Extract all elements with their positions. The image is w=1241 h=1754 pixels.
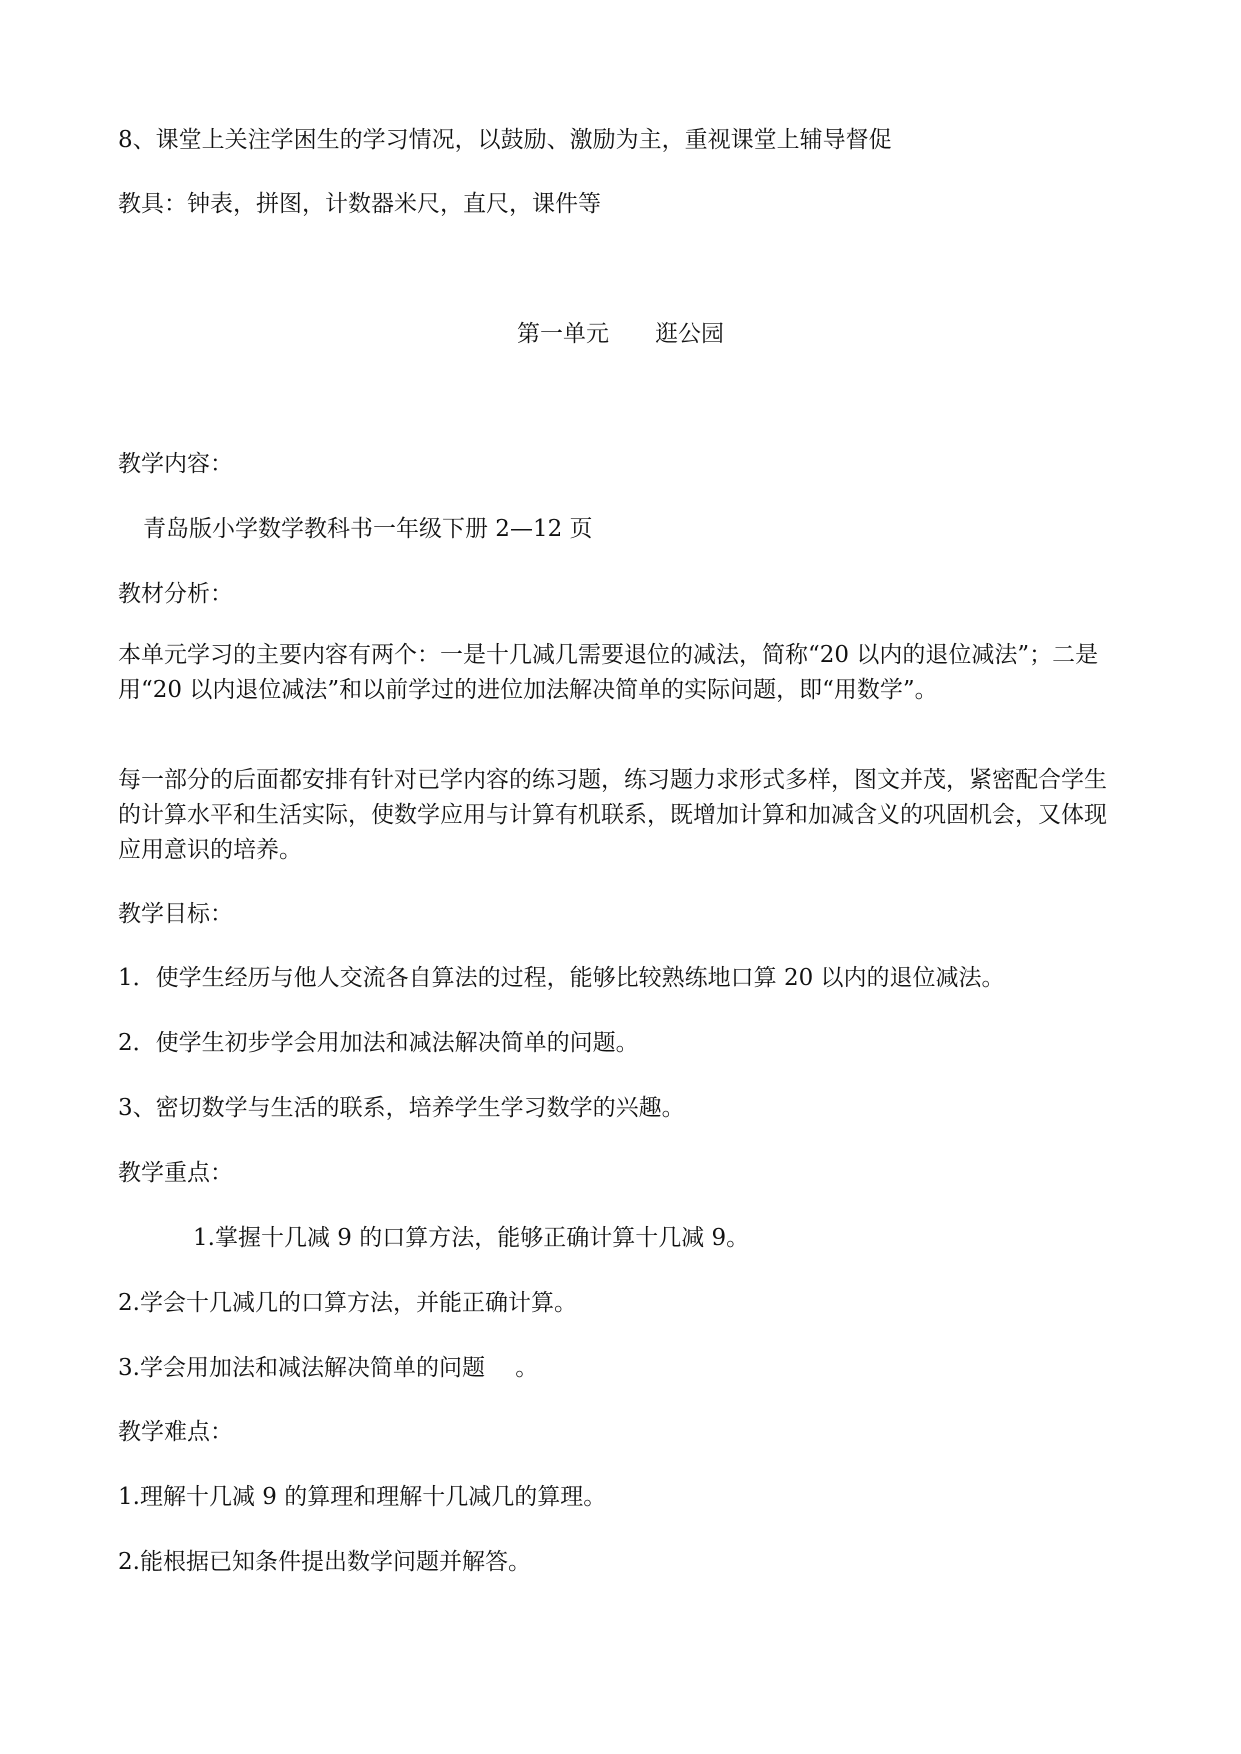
list-item: 3.学会用加法和减法解决简单的问题 。 <box>118 1355 539 1381</box>
paragraph: 每一部分的后面都安排有针对已学内容的练习题，练习题力求形式多样，图文并茂，紧密配合学生的计算水平和生活实际，使数学应用与计算有机联系，既增加计算和加减含义的巩固机会，又体现应用意识的培养。 <box>118 767 1107 863</box>
paragraph: 本单元学习的主要内容有两个：一是十几减几需要退位的减法，简称“20 以内的退位减法”；二是用“20 以内退位减法”和以前学过的进位加法解决简单的实际问题，即“用数学”。 <box>118 642 1099 703</box>
section-heading: 教学内容： <box>118 451 233 477</box>
list-item: 1．使学生经历与他人交流各自算法的过程，能够比较熟练地口算 20 以内的退位减法。 <box>118 965 1005 991</box>
list-item: 3、密切数学与生活的联系，培养学生学习数学的兴趣。 <box>118 1095 685 1121</box>
section-heading: 教材分析： <box>118 581 233 607</box>
list-item: 1.掌握十几减 9 的口算方法，能够正确计算十几减 9。 <box>193 1225 750 1251</box>
unit-title: 第一单元 逛公园 <box>517 321 724 347</box>
text-line: 教具：钟表，拼图，计数器米尺，直尺，课件等 <box>118 191 601 217</box>
section-heading: 教学重点： <box>118 1160 233 1186</box>
text-line: 8、课堂上关注学困生的学习情况，以鼓励、激励为主，重视课堂上辅导督促 <box>118 127 892 153</box>
list-item: 2.能根据已知条件提出数学问题并解答。 <box>118 1549 531 1575</box>
text-line: 青岛版小学数学教科书一年级下册 2—12 页 <box>143 516 593 542</box>
list-item: 1.理解十几减 9 的算理和理解十几减几的算理。 <box>118 1484 607 1510</box>
list-item: 2.学会十几减几的口算方法，并能正确计算。 <box>118 1290 577 1316</box>
section-heading: 教学目标： <box>118 901 233 927</box>
list-item: 2．使学生初步学会用加法和减法解决简单的问题。 <box>118 1030 639 1056</box>
section-heading: 教学难点： <box>118 1419 233 1445</box>
